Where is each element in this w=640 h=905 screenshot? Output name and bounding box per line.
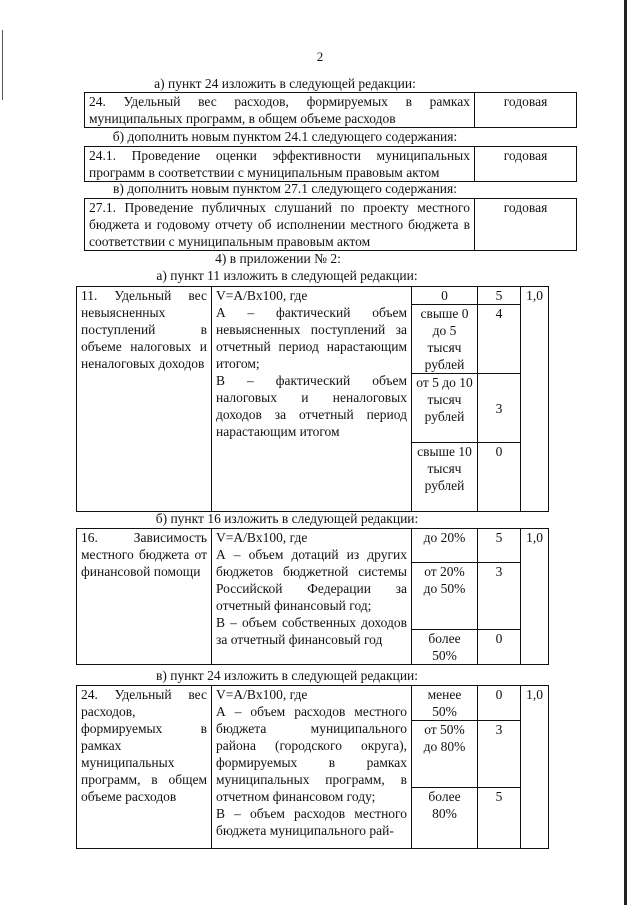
item-24-formula-cell [212,686,412,849]
item-24-desc-b: В – объем расходов местного бюджета муниципального рай- [216,806,407,838]
item-11-formula-cell [212,287,412,512]
item-11-range-0: 0 [412,287,478,305]
appendix-2-intro: 4) в приложении № 2: [215,251,341,266]
item-11-desc-a: А – фактический объем невыясненных поступлений за отчетный период нарастающим итогом; [216,305,407,371]
item-241-text: 24.1. Проведение оценки эффективности муниципальных программ в соответствии с муниципальным правовым актом [85,147,475,182]
item-24-range-1: менее 50% [412,686,478,721]
item-11-desc-b: В – фактический объем налоговых и неналоговых доходов за отчетный период нарастающим итогом [216,373,407,439]
item-11-score-1: 4 [478,305,521,374]
item-16-score-1: 5 [478,529,521,563]
item-241-period: годовая [475,147,577,182]
item-11-name: 11. Удельный вес невыясненных поступлений в объеме налоговых и неналоговых доходов [77,287,212,512]
amend-241-intro: б) дополнить новым пунктом 24.1 следующего содержания: [112,129,458,144]
item-24-range-3: более 80% [412,788,478,849]
item-11-range-1: свыше 0 до 5 тысяч рублей [412,305,478,374]
item-16-range-1: до 20% [412,529,478,563]
item-271-text: 27.1. Проведение публичных слушаний по проекту местного бюджета и годовому отчету об исполнении местного бюджета в соответствии с муниципальным правовым актом [85,199,475,251]
item-24-score-3: 5 [478,788,521,849]
item-24-text: 24. Удельный вес расходов, формируемых в рамках муниципальных программ, в общем объеме расходов [85,93,475,128]
item-16-desc-b: В – объем собственных доходов за отчетный финансовый год [216,615,407,647]
item-24-score-2: 3 [478,721,521,788]
table-item-11 [76,286,549,512]
item-24-weight: 1,0 [521,686,549,849]
item-24-formula: V=A/Bx100, где [216,687,308,702]
item-24-range-2: от 50% до 80% [412,721,478,788]
item-11-score-3: 0 [478,443,521,512]
item-11-range-2: от 5 до 10 тысяч рублей [412,374,478,443]
amend-24-intro: а) пункт 24 изложить в следующей редакции: [154,76,416,91]
item-16-desc-a: А – объем дотаций из других бюджетов бюджетной системы Российской Федерации за отчетный финансовый год; [216,547,407,613]
item-24-box [84,92,577,128]
item-16-formula-cell [212,529,412,665]
item-16-range-3: более 50% [412,630,478,665]
table-item-24 [76,685,549,849]
item-241-box [84,146,577,182]
item-11-weight: 1,0 [521,287,549,512]
item-24-name: 24. Удельный вес расходов, формируемых в рамках муниципальных программ, в общем объеме расходов [77,686,212,849]
amend-16-intro: б) пункт 16 изложить в следующей редакции: [155,511,419,526]
item-24-period: годовая [475,93,577,128]
item-11-formula: V=A/Bx100, где [216,288,308,303]
item-16-range-2: от 20% до 50% [412,563,478,630]
item-271-box [84,198,577,251]
item-16-weight: 1,0 [521,529,549,665]
item-271-period: годовая [475,199,577,251]
amend-271-intro: в) дополнить новым пунктом 27.1 следующего содержания: [113,181,457,196]
item-16-name: 16. Зависимость местного бюджета от финансовой помощи [77,529,212,665]
item-24-desc-a: А – объем расходов местного бюджета муниципального района (городского округа), формируемых в рамках муниципальных программ, в отчетном финансовом году; [216,704,407,804]
table-item-16 [76,528,549,665]
amend-11-intro: а) пункт 11 изложить в следующей редакции: [156,268,418,283]
item-16-score-3: 0 [478,630,521,665]
amend-24b-intro: в) пункт 24 изложить в следующей редакции: [155,668,419,683]
item-11-range-3: свыше 10 тысяч рублей [412,443,478,512]
item-11-score-2: 3 [478,374,521,443]
item-16-score-2: 3 [478,563,521,630]
scan-edge-right [624,0,627,905]
item-24-score-1: 0 [478,686,521,721]
page-number: 2 [316,49,324,64]
item-16-formula: V=A/Bx100, где [216,530,308,545]
scan-edge-left [2,30,3,100]
item-11-score-0: 5 [478,287,521,305]
